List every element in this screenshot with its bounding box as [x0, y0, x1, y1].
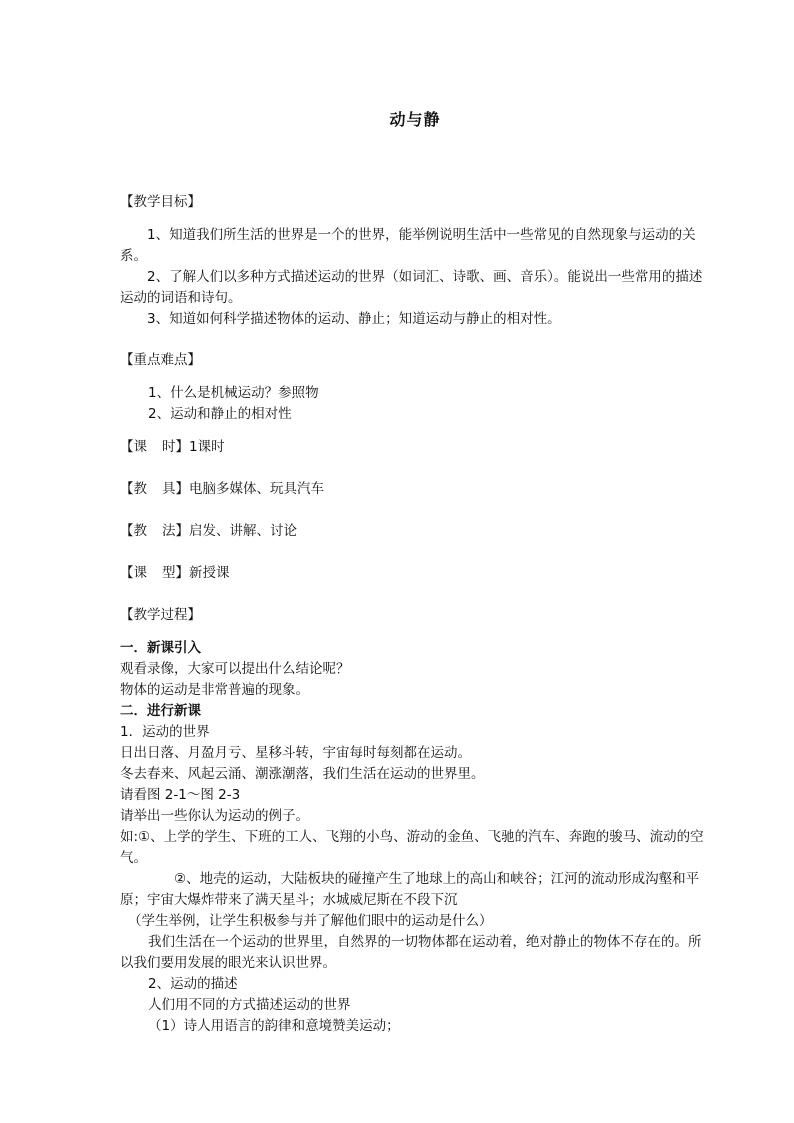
field-value: 启发、讲解、讨论: [189, 523, 297, 539]
subsection-title: 1．运动的世界: [120, 724, 210, 740]
example-paragraph: ②、地壳的运动，大陆板块的碰撞产生了地球上的高山和峡谷；江河的流动形成沟壑和平原；宇宙大爆炸带来了满天星斗；水城威尼斯在不段下沉: [120, 871, 700, 908]
goals-heading: 【教学目标】: [120, 194, 201, 210]
key-point-item: 1、什么是机械运动？参照物: [148, 385, 319, 401]
field-value: 1课时: [189, 439, 225, 455]
document-body: [120, 192, 710, 1037]
goal-item: 2、了解人们以多种方式描述运动的世界（如词汇、诗歌、画、音乐）。能说出一些常用的描述运动的词语和诗句。: [120, 269, 703, 306]
subsection-title: 2、运动的描述: [148, 976, 238, 992]
paragraph-line: 物体的运动是非常普遍的现象。: [120, 682, 309, 698]
goal-item: 1、知道我们所生活的世界是一个的世界，能举例说明生活中一些常见的自然现象与运动的关系。: [120, 227, 696, 264]
process-heading: 【教学过程】: [120, 607, 201, 623]
note-line: （学生举例，让学生积极参与并了解他们眼中的运动是什么）: [128, 913, 493, 929]
field-value: 电脑多媒体、玩具汽车: [189, 481, 324, 497]
paragraph-line: 请举出一些你认为运动的例子。: [120, 808, 309, 824]
paragraph-line: 日出日落、月盈月亏、星移斗转，宇宙每时每刻都在运动。: [120, 745, 471, 761]
section-title: 二．进行新课: [120, 703, 201, 719]
paragraph-line: 人们用不同的方式描述运动的世界: [148, 997, 351, 1013]
field-teaching-aids: 【教 具】电脑多媒体、玩具汽车: [120, 481, 324, 497]
example-paragraph: 如:①、上学的学生、下班的工人、飞翔的小鸟、游动的金鱼、飞驰的汽车、奔跑的骏马、流动的空气。: [120, 829, 704, 866]
goal-item: 3、知道如何科学描述物体的运动、静止；知道运动与静止的相对性。: [147, 311, 561, 327]
field-teaching-method: 【教 法】启发、讲解、讨论: [120, 523, 297, 539]
field-lesson-type: 【课 型】新授课: [120, 565, 230, 581]
key-points-heading: 【重点难点】: [120, 352, 201, 368]
key-points-list: [120, 383, 710, 425]
field-value: 新授课: [189, 565, 230, 581]
process-section: [120, 638, 710, 1037]
key-point-item: 2、运动和静止的相对性: [148, 406, 292, 422]
field-lesson-hours: 【课 时】1课时: [120, 439, 225, 455]
goals-list: [120, 225, 710, 330]
section-title: 一．新课引入: [120, 640, 201, 656]
paragraph-line: 观看录像，大家可以提出什么结论呢？: [120, 661, 350, 677]
paragraph-line: 冬去春来、风起云涌、潮涨潮落，我们生活在运动的世界里。: [120, 766, 485, 782]
conclusion-paragraph: 我们生活在一个运动的世界里，自然界的一切物体都在运动着，绝对静止的物体不存在的。所以我们要用发展的眼光来认识世界。: [120, 934, 702, 971]
document-title: 动与静: [389, 110, 441, 129]
paragraph-line: 请看图 2-1～图 2-3: [120, 787, 241, 803]
paragraph-line: （1）诗人用语言的韵律和意境赞美运动；: [148, 1018, 400, 1034]
